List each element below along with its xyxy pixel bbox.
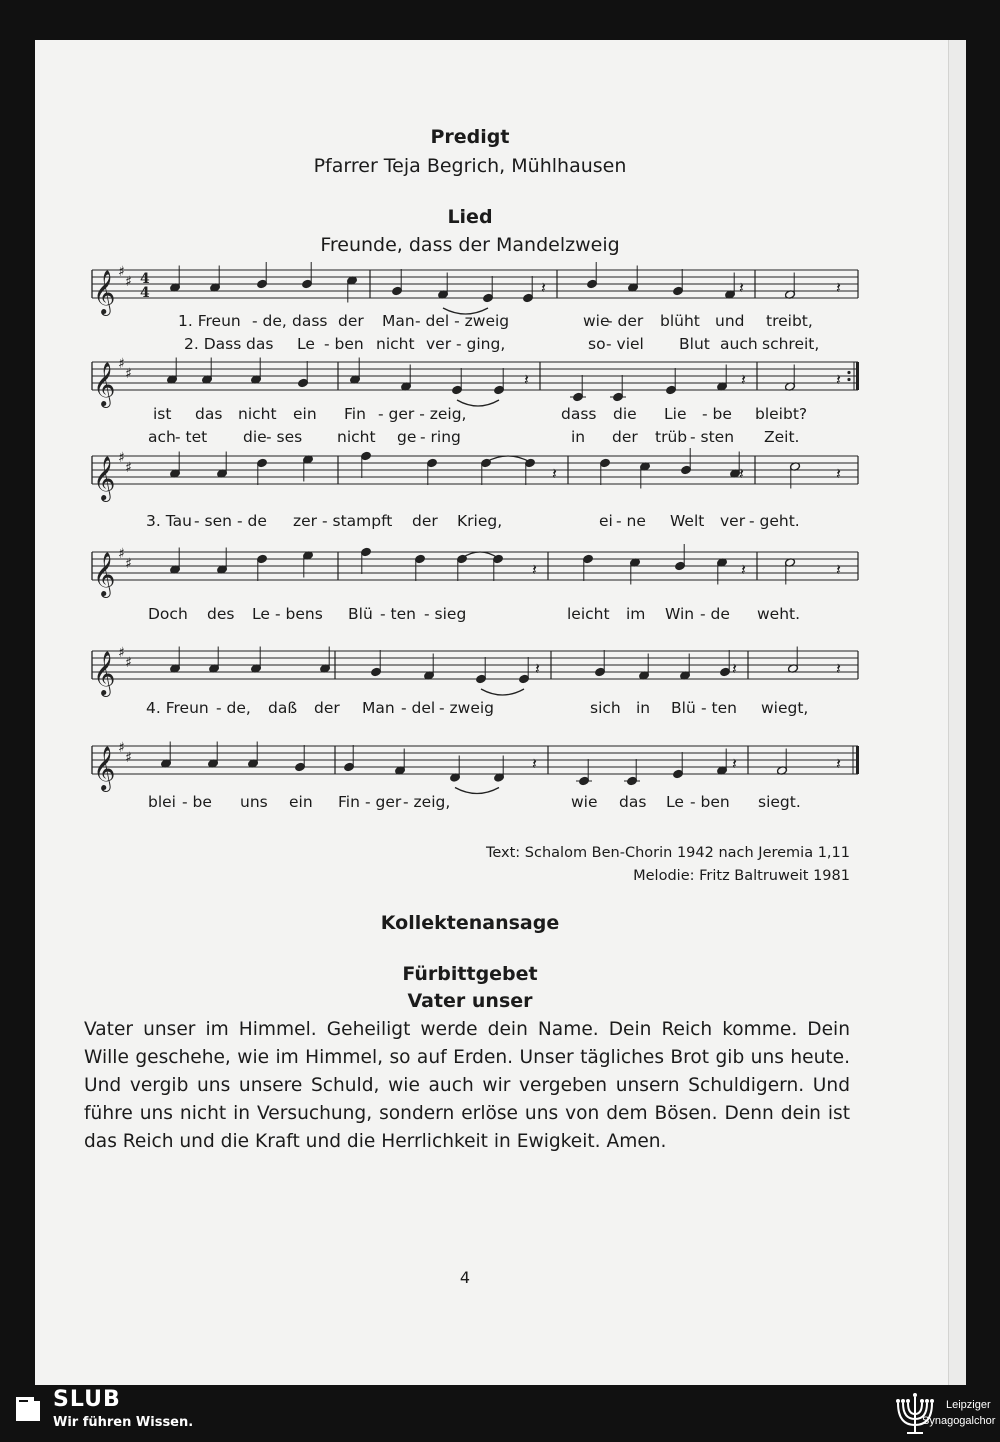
choir-name-line2: Synagogalchor bbox=[922, 1415, 996, 1427]
lyric-syllable: - be bbox=[182, 793, 212, 811]
lyric-syllable: Doch bbox=[148, 605, 188, 623]
lyric-syllable: im bbox=[626, 605, 646, 623]
lyric-syllable: - ses bbox=[266, 428, 303, 446]
sharp-icon: ♯ bbox=[125, 750, 132, 766]
sharp-icon: ♯ bbox=[118, 356, 125, 372]
lyric-syllable: - de, bbox=[216, 699, 251, 717]
lyric-syllable: zer bbox=[293, 512, 318, 530]
time-signature-numerator: 4 bbox=[140, 271, 150, 287]
slub-logo-icon bbox=[14, 1395, 44, 1425]
lyric-syllable: nicht bbox=[376, 335, 415, 353]
lyric-syllable: - geht. bbox=[749, 512, 800, 530]
treble-clef-icon: 𝄞 bbox=[93, 362, 116, 406]
lords-prayer-text: Vater unser im Himmel. Geheiligt werde dein Name. Dein Reich komme. Dein Wille geschehe, wie im Himmel, so auf Erden. Unser tägliches Brot gib uns heute. Und vergib uns unsere Schuld, wie auch wir vergeben unsern Schuldigern. Und führe uns nicht in Versuchung, sondern erlöse uns von dem Bösen. Denn dein ist das Reich und die Kraft und die Herrlichkeit in Ewigkeit. Amen. bbox=[84, 1019, 850, 1152]
lyric-syllable: Fin bbox=[344, 405, 366, 423]
quarter-rest-icon: 𝄽 bbox=[836, 659, 841, 678]
sharp-icon: ♯ bbox=[125, 460, 132, 476]
lyric-syllable: in bbox=[636, 699, 651, 717]
lyric-syllable: - ne bbox=[616, 512, 646, 530]
sharp-icon: ♯ bbox=[125, 556, 132, 572]
lyric-syllable: Le bbox=[666, 793, 684, 811]
lyric-syllable: blei bbox=[148, 793, 176, 811]
quarter-rest-icon: 𝄽 bbox=[836, 754, 841, 773]
lyric-syllable: so bbox=[588, 335, 606, 353]
slub-slogan: Wir führen Wissen. bbox=[53, 1415, 194, 1430]
lyric-syllable: schreit, bbox=[762, 335, 820, 353]
melody-credit: Melodie: Fritz Baltruweit 1981 bbox=[633, 868, 850, 884]
sharp-icon: ♯ bbox=[118, 740, 125, 756]
lyric-syllable: auch bbox=[720, 335, 758, 353]
lyric-syllable: - sen bbox=[194, 512, 232, 530]
repeat-dot bbox=[847, 378, 850, 381]
lords-prayer-heading: Vater unser bbox=[407, 990, 533, 1012]
text-credit: Text: Schalom Ben-Chorin 1942 nach Jeremia 1,11 bbox=[485, 845, 850, 861]
song-title: Freunde, dass der Mandelzweig bbox=[320, 234, 620, 256]
lyric-syllable: - del - zweig bbox=[415, 312, 510, 330]
slur bbox=[481, 689, 524, 695]
quarter-rest-icon: 𝄽 bbox=[552, 464, 557, 483]
lyric-syllable: treibt, bbox=[766, 312, 813, 330]
final-barline bbox=[856, 746, 859, 774]
lyric-syllable: Le bbox=[297, 335, 315, 353]
page-number: 4 bbox=[459, 1268, 471, 1287]
lyric-syllable: in bbox=[571, 428, 586, 446]
sharp-icon: ♯ bbox=[118, 645, 125, 661]
treble-clef-icon: 𝄞 bbox=[93, 746, 116, 790]
lyric-syllable: der bbox=[412, 512, 438, 530]
slur bbox=[455, 788, 499, 794]
treble-clef-icon: 𝄞 bbox=[93, 270, 116, 314]
sharp-icon: ♯ bbox=[125, 274, 132, 290]
slub-name: SLUB bbox=[53, 1387, 121, 1412]
lyric-syllable: - ring bbox=[420, 428, 461, 446]
lyric-syllable: siegt. bbox=[758, 793, 801, 811]
lyric-syllable: ver - ging, bbox=[426, 335, 506, 353]
lyric-syllable: - ger - zeig, bbox=[378, 405, 467, 423]
lyric-syllable: - ten bbox=[380, 605, 416, 623]
quarter-rest-icon: 𝄽 bbox=[739, 464, 744, 483]
lyric-syllable: der bbox=[338, 312, 364, 330]
lyric-syllable: Le bbox=[252, 605, 270, 623]
sharp-icon: ♯ bbox=[125, 366, 132, 382]
lyric-syllable: Blü bbox=[348, 605, 373, 623]
quarter-rest-icon: 𝄽 bbox=[532, 754, 537, 773]
lyric-syllable: - bens bbox=[275, 605, 323, 623]
quarter-rest-icon: 𝄽 bbox=[836, 370, 841, 389]
slur bbox=[486, 456, 530, 462]
lyric-syllable: uns bbox=[240, 793, 268, 811]
repeat-barline bbox=[856, 362, 859, 390]
sharp-icon: ♯ bbox=[118, 450, 125, 466]
lyric-syllable: ach bbox=[148, 428, 176, 446]
lyric-syllable: Blü bbox=[671, 699, 696, 717]
sharp-icon: ♯ bbox=[125, 655, 132, 671]
lyric-syllable: die bbox=[243, 428, 267, 446]
lyric-syllable: das bbox=[619, 793, 647, 811]
repeat-dot bbox=[847, 371, 850, 374]
lyric-syllable: wie bbox=[571, 793, 598, 811]
lyric-syllable: des bbox=[207, 605, 235, 623]
lyric-syllable: Fin bbox=[338, 793, 360, 811]
lyric-syllable: dass bbox=[292, 312, 328, 330]
slur bbox=[462, 552, 498, 558]
quarter-rest-icon: 𝄽 bbox=[532, 560, 537, 579]
lyric-syllable: - stampft bbox=[322, 512, 393, 530]
lyric-syllable: - de bbox=[237, 512, 267, 530]
lyric-syllable: ei bbox=[599, 512, 613, 530]
lyric-syllable: - be bbox=[702, 405, 732, 423]
lyric-syllable: ein bbox=[289, 793, 313, 811]
lyric-syllable: sich bbox=[590, 699, 621, 717]
lyric-syllable: - ten bbox=[701, 699, 737, 717]
lyric-syllable: trüb bbox=[655, 428, 688, 446]
lyric-syllable: Welt bbox=[670, 512, 705, 530]
treble-clef-icon: 𝄞 bbox=[93, 456, 116, 500]
quarter-rest-icon: 𝄽 bbox=[741, 370, 746, 389]
lyric-syllable: nicht bbox=[238, 405, 277, 423]
lyric-syllable: wie bbox=[583, 312, 610, 330]
quarter-rest-icon: 𝄽 bbox=[535, 659, 540, 678]
lyric-syllable: Win bbox=[665, 605, 695, 623]
lyric-syllable: wiegt, bbox=[761, 699, 809, 717]
lyric-syllable: Man bbox=[382, 312, 415, 330]
lyric-syllable: Man bbox=[362, 699, 395, 717]
lyric-syllable: - zeig, bbox=[403, 793, 451, 811]
treble-clef-icon: 𝄞 bbox=[93, 651, 116, 695]
lyric-syllable: - sieg bbox=[424, 605, 467, 623]
lyric-syllable: - del bbox=[401, 699, 436, 717]
lyric-syllable: 1. Freun bbox=[178, 312, 241, 330]
quarter-rest-icon: 𝄽 bbox=[732, 754, 737, 773]
lyric-syllable: ein bbox=[293, 405, 317, 423]
lyric-syllable: Krieg, bbox=[457, 512, 503, 530]
lyric-syllable: dass bbox=[561, 405, 597, 423]
lyric-syllable: das bbox=[195, 405, 223, 423]
lyric-syllable: und bbox=[715, 312, 745, 330]
lyric-syllable: Zeit. bbox=[764, 428, 800, 446]
lyric-syllable: ver bbox=[720, 512, 746, 530]
lyric-syllable: weht. bbox=[757, 605, 801, 623]
lyric-syllable: - ben bbox=[324, 335, 364, 353]
lyric-syllable: Lie bbox=[664, 405, 687, 423]
intercession-heading: Fürbittgebet bbox=[402, 963, 538, 985]
lyric-syllable: - de bbox=[700, 605, 730, 623]
lyric-syllable: - tet bbox=[175, 428, 208, 446]
lyric-syllable: 2. Dass bbox=[184, 335, 242, 353]
lyric-syllable: der bbox=[314, 699, 340, 717]
sharp-icon: ♯ bbox=[118, 546, 125, 562]
treble-clef-icon: 𝄞 bbox=[93, 552, 116, 596]
lyric-syllable: - de, bbox=[252, 312, 287, 330]
collection-heading: Kollektenansage bbox=[380, 912, 560, 934]
footer-bar bbox=[0, 1385, 1000, 1442]
lyric-syllable: 4. Freun bbox=[146, 699, 209, 717]
quarter-rest-icon: 𝄽 bbox=[739, 278, 744, 297]
lyric-syllable: - ger bbox=[365, 793, 402, 811]
lyric-syllable: blüht bbox=[660, 312, 700, 330]
lyric-syllable: daß bbox=[268, 699, 298, 717]
choir-name-line1: Leipziger bbox=[946, 1399, 991, 1411]
lyric-syllable: - ben bbox=[690, 793, 730, 811]
lyric-syllable: ge bbox=[397, 428, 417, 446]
time-signature-denominator: 4 bbox=[140, 285, 150, 301]
lyric-syllable: das bbox=[246, 335, 274, 353]
quarter-rest-icon: 𝄽 bbox=[741, 560, 746, 579]
lyric-syllable: - viel bbox=[606, 335, 644, 353]
quarter-rest-icon: 𝄽 bbox=[836, 278, 841, 297]
sharp-icon: ♯ bbox=[118, 264, 125, 280]
lyric-syllable: leicht bbox=[567, 605, 610, 623]
lyric-syllable: 3. Tau bbox=[146, 512, 192, 530]
lyric-syllable: die bbox=[613, 405, 637, 423]
lyric-syllable: - sten bbox=[690, 428, 735, 446]
lyric-syllable: ist bbox=[153, 405, 172, 423]
lyric-syllable: bleibt? bbox=[755, 405, 808, 423]
sermon-speaker: Pfarrer Teja Begrich, Mühlhausen bbox=[313, 155, 627, 177]
sermon-heading: Predigt bbox=[430, 126, 510, 148]
lyric-syllable: nicht bbox=[337, 428, 376, 446]
quarter-rest-icon: 𝄽 bbox=[836, 464, 841, 483]
lyric-syllable: - zweig bbox=[439, 699, 495, 717]
quarter-rest-icon: 𝄽 bbox=[524, 370, 529, 389]
lyric-syllable: Blut bbox=[679, 335, 710, 353]
menorah-logo-icon bbox=[895, 1389, 935, 1437]
lyric-syllable: der bbox=[612, 428, 638, 446]
quarter-rest-icon: 𝄽 bbox=[732, 659, 737, 678]
lyric-syllable: - der bbox=[607, 312, 644, 330]
song-heading: Lied bbox=[447, 206, 493, 228]
quarter-rest-icon: 𝄽 bbox=[836, 560, 841, 579]
quarter-rest-icon: 𝄽 bbox=[541, 278, 546, 297]
